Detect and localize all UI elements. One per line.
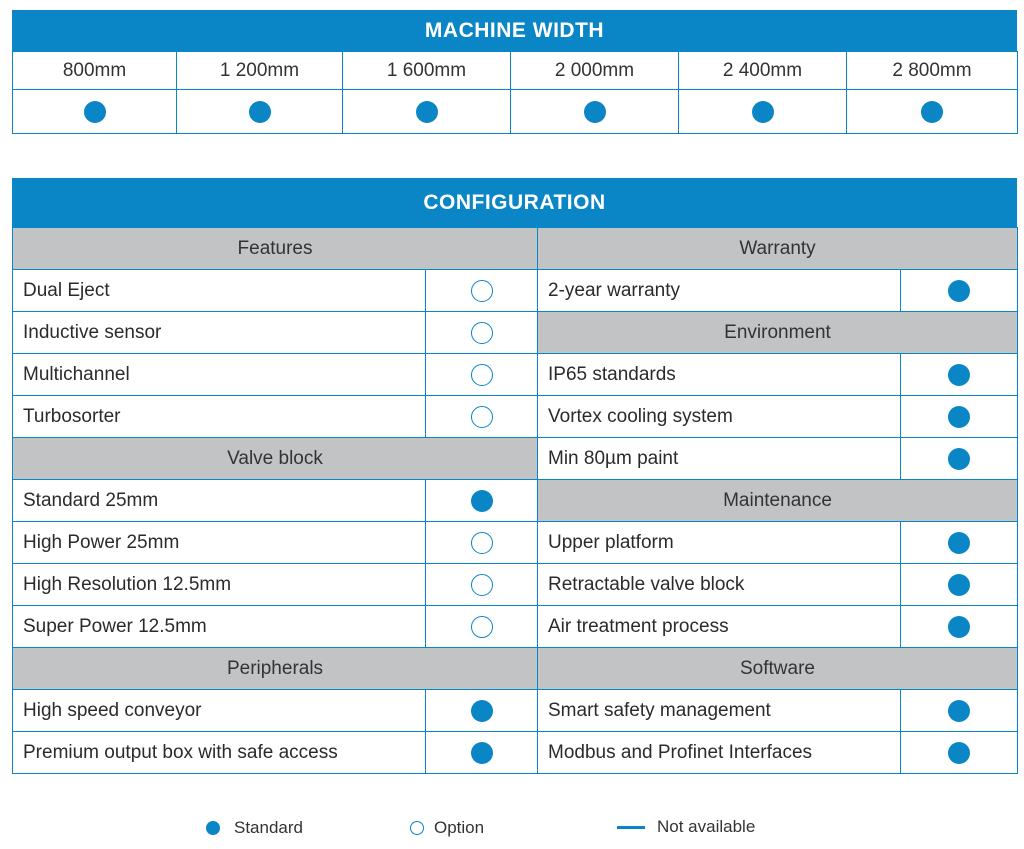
feature-status-cell [426, 606, 538, 648]
section-header-row [538, 480, 1018, 522]
machine-width-size-cell: 2 400mm [679, 52, 847, 90]
feature-status-cell [426, 690, 538, 732]
standard-dot-icon [948, 742, 970, 764]
table-row [13, 732, 538, 774]
feature-status-cell [901, 270, 1018, 312]
feature-label: 2-year warranty [538, 270, 901, 312]
feature-status-cell [901, 732, 1018, 774]
table-row [538, 438, 1018, 480]
machine-width-mark-cell [177, 90, 343, 134]
feature-status-cell [426, 522, 538, 564]
legend-not-available-label: Not available [657, 817, 756, 836]
section-header: Maintenance [538, 480, 1018, 522]
table-row [13, 606, 538, 648]
configuration-left-table [12, 227, 538, 774]
feature-label: Min 80µm paint [538, 438, 901, 480]
feature-label: Modbus and Profinet Interfaces [538, 732, 901, 774]
section-header-row [13, 648, 538, 690]
machine-width-mark-cell [511, 90, 679, 134]
machine-width-mark-cell [13, 90, 177, 134]
configuration-right-table [537, 227, 1018, 774]
table-row [538, 564, 1018, 606]
section-header-row [13, 438, 538, 480]
feature-status-cell [426, 564, 538, 606]
standard-dot-icon [948, 700, 970, 722]
option-circle-icon [471, 406, 493, 428]
option-circle-icon [471, 364, 493, 386]
machine-width-mark-cell [679, 90, 847, 134]
standard-dot-icon [206, 821, 220, 835]
standard-dot-icon [471, 490, 493, 512]
standard-dot-icon [584, 101, 606, 123]
feature-label: Upper platform [538, 522, 901, 564]
table-row [538, 354, 1018, 396]
feature-label: Super Power 12.5mm [13, 606, 426, 648]
machine-width-title: MACHINE WIDTH [424, 18, 605, 42]
section-header: Peripherals [13, 648, 538, 690]
machine-width-mark-cell [343, 90, 511, 134]
machine-width-size-cell: 800mm [13, 52, 177, 90]
table-row [13, 522, 538, 564]
option-circle-icon [471, 574, 493, 596]
feature-label: Smart safety management [538, 690, 901, 732]
machine-width-mark-cell [847, 90, 1018, 134]
section-header-row [13, 228, 538, 270]
feature-label: High speed conveyor [13, 690, 426, 732]
feature-label: High Power 25mm [13, 522, 426, 564]
machine-width-sizes-row [13, 52, 1018, 90]
feature-status-cell [426, 270, 538, 312]
table-row [13, 564, 538, 606]
table-row [13, 270, 538, 312]
machine-width-size-cell: 2 800mm [847, 52, 1018, 90]
feature-status-cell [901, 564, 1018, 606]
legend-option-label: Option [434, 818, 485, 837]
feature-status-cell [901, 438, 1018, 480]
machine-width-marks-row [13, 90, 1018, 134]
standard-dot-icon [416, 101, 438, 123]
section-header: Warranty [538, 228, 1018, 270]
feature-label: Air treatment process [538, 606, 901, 648]
standard-dot-icon [948, 406, 970, 428]
feature-status-cell [901, 354, 1018, 396]
standard-dot-icon [249, 101, 271, 123]
feature-status-cell [901, 396, 1018, 438]
feature-status-cell [426, 354, 538, 396]
standard-dot-icon [471, 700, 493, 722]
feature-status-cell [426, 312, 538, 354]
section-header: Software [538, 648, 1018, 690]
table-row [538, 690, 1018, 732]
feature-status-cell [426, 732, 538, 774]
table-row [13, 396, 538, 438]
standard-dot-icon [948, 448, 970, 470]
table-row [538, 606, 1018, 648]
section-header-row [538, 228, 1018, 270]
machine-width-size-cell: 1 600mm [343, 52, 511, 90]
table-row [13, 354, 538, 396]
legend-not-available [617, 815, 755, 839]
standard-dot-icon [948, 364, 970, 386]
section-header: Valve block [13, 438, 538, 480]
feature-status-cell [426, 480, 538, 522]
feature-label: Dual Eject [13, 270, 426, 312]
table-row [538, 732, 1018, 774]
section-header-row [538, 648, 1018, 690]
feature-label: Multichannel [13, 354, 426, 396]
configuration-title: CONFIGURATION [423, 190, 606, 214]
table-row [538, 522, 1018, 564]
table-row [13, 312, 538, 354]
legend-option [410, 816, 484, 840]
option-circle-icon [471, 280, 493, 302]
standard-dot-icon [921, 101, 943, 123]
machine-width-header [12, 10, 1017, 51]
table-row [538, 396, 1018, 438]
standard-dot-icon [948, 280, 970, 302]
feature-status-cell [901, 690, 1018, 732]
feature-label: Premium output box with safe access [13, 732, 426, 774]
machine-width-table [12, 51, 1018, 134]
section-header: Features [13, 228, 538, 270]
table-row [538, 270, 1018, 312]
option-circle-icon [471, 322, 493, 344]
section-header-row [538, 312, 1018, 354]
feature-status-cell [901, 606, 1018, 648]
configuration-header [12, 178, 1017, 227]
feature-label: Turbosorter [13, 396, 426, 438]
legend-standard-label: Standard [234, 818, 303, 837]
feature-label: Inductive sensor [13, 312, 426, 354]
option-circle-icon [410, 821, 424, 835]
section-header: Environment [538, 312, 1018, 354]
option-circle-icon [471, 616, 493, 638]
table-row [13, 690, 538, 732]
feature-status-cell [426, 396, 538, 438]
feature-label: High Resolution 12.5mm [13, 564, 426, 606]
standard-dot-icon [84, 101, 106, 123]
feature-label: IP65 standards [538, 354, 901, 396]
not-available-dash-icon [617, 826, 645, 829]
standard-dot-icon [948, 532, 970, 554]
table-row [13, 480, 538, 522]
standard-dot-icon [948, 574, 970, 596]
standard-dot-icon [752, 101, 774, 123]
legend-standard [206, 816, 303, 840]
standard-dot-icon [471, 742, 493, 764]
machine-width-size-cell: 1 200mm [177, 52, 343, 90]
machine-width-size-cell: 2 000mm [511, 52, 679, 90]
feature-label: Retractable valve block [538, 564, 901, 606]
feature-label: Standard 25mm [13, 480, 426, 522]
standard-dot-icon [948, 616, 970, 638]
feature-label: Vortex cooling system [538, 396, 901, 438]
feature-status-cell [901, 522, 1018, 564]
option-circle-icon [471, 532, 493, 554]
